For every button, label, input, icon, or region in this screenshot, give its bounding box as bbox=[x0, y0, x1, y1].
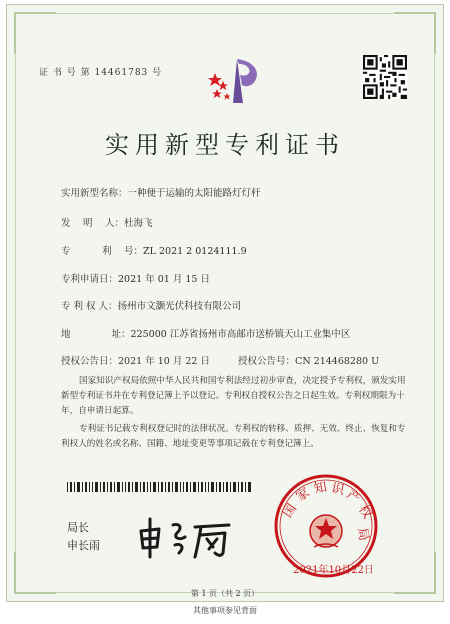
page-number: 第 1 页（共 2 页） bbox=[190, 589, 260, 598]
certificate-page bbox=[6, 4, 444, 602]
field-label: 专利申请日： bbox=[61, 274, 119, 285]
corner-ornament bbox=[14, 12, 56, 54]
field-label: 地 址： bbox=[61, 329, 131, 340]
qr-code-icon bbox=[363, 55, 407, 99]
field-value: 一种便于运输的太阳能路灯灯杆 bbox=[127, 188, 261, 199]
field-value: ZL 2021 2 0124111.9 bbox=[143, 246, 247, 257]
svg-text:知: 知 bbox=[312, 480, 329, 498]
field-label: 专 利 号： bbox=[61, 246, 144, 257]
certificate-number-label: 证 书 号 第 bbox=[39, 68, 91, 78]
field-utility-model-name bbox=[61, 185, 261, 199]
field-application-date bbox=[61, 271, 210, 285]
field-grant-info bbox=[61, 353, 379, 367]
field-label: 专 利 权 人： bbox=[61, 301, 118, 312]
field-patent-number bbox=[61, 243, 247, 257]
certificate-number-value: 14461783 bbox=[94, 68, 149, 78]
svg-text:家: 家 bbox=[293, 485, 313, 505]
field-value: 2021 年 01 月 15 日 bbox=[118, 274, 210, 285]
svg-text:权: 权 bbox=[355, 502, 375, 522]
certificate-number-suffix: 号 bbox=[152, 68, 163, 78]
statement-paragraph-1: 国家知识产权局依照中华人民共和国专利法经过初步审查，决定授予专利权，颁发实用新型专利证书并在专利登记簿上予以登记。专利权自授权公告之日起生效。专利权期限为十年，自申请日起算。 bbox=[61, 376, 406, 416]
patent-office-emblem-icon bbox=[203, 51, 267, 109]
field-value: 杜海飞 bbox=[124, 218, 153, 229]
field-patentee bbox=[61, 298, 241, 312]
barcode-icon bbox=[67, 482, 252, 492]
field-label: 实用新型名称： bbox=[61, 188, 128, 199]
field-label: 发 明 人： bbox=[61, 218, 125, 229]
svg-text:国: 国 bbox=[280, 501, 301, 521]
footer-note: 其他事项参见背面 bbox=[193, 606, 257, 615]
field-address bbox=[61, 326, 350, 340]
certificate-number bbox=[39, 65, 162, 78]
bureau-title: 局长 bbox=[67, 521, 89, 534]
corner-ornament bbox=[394, 12, 436, 54]
grant-number-label: 授权公告号： bbox=[238, 356, 296, 367]
svg-text:识: 识 bbox=[329, 480, 346, 499]
grant-number-value: CN 214468280 U bbox=[295, 356, 380, 367]
field-inventor bbox=[61, 215, 153, 229]
grant-date-value: 2021 年 10 月 22 日 bbox=[118, 356, 210, 367]
director-signature-icon bbox=[135, 513, 235, 561]
seal-date: 2021年10月22日 bbox=[293, 565, 374, 576]
bureau-name: 申长雨 bbox=[67, 539, 100, 552]
field-value: 扬州市文灏光伏科技有限公司 bbox=[117, 301, 242, 312]
grant-date-label: 授权公告日： bbox=[61, 356, 119, 367]
statement-paragraph-2: 专利证书记载专利权登记时的法律状况。专利权的转移、质押、无效、终止、恢复和专利权人的姓名或名称、国籍、地址变更等事项记载在专利登记簿上。 bbox=[61, 424, 406, 449]
certificate-title: 实用新型专利证书 bbox=[105, 131, 345, 159]
field-value: 225000 江苏省扬州市高邮市送桥镇天山工业集中区 bbox=[130, 329, 351, 340]
svg-text:产: 产 bbox=[343, 487, 363, 507]
svg-text:局: 局 bbox=[353, 526, 371, 543]
